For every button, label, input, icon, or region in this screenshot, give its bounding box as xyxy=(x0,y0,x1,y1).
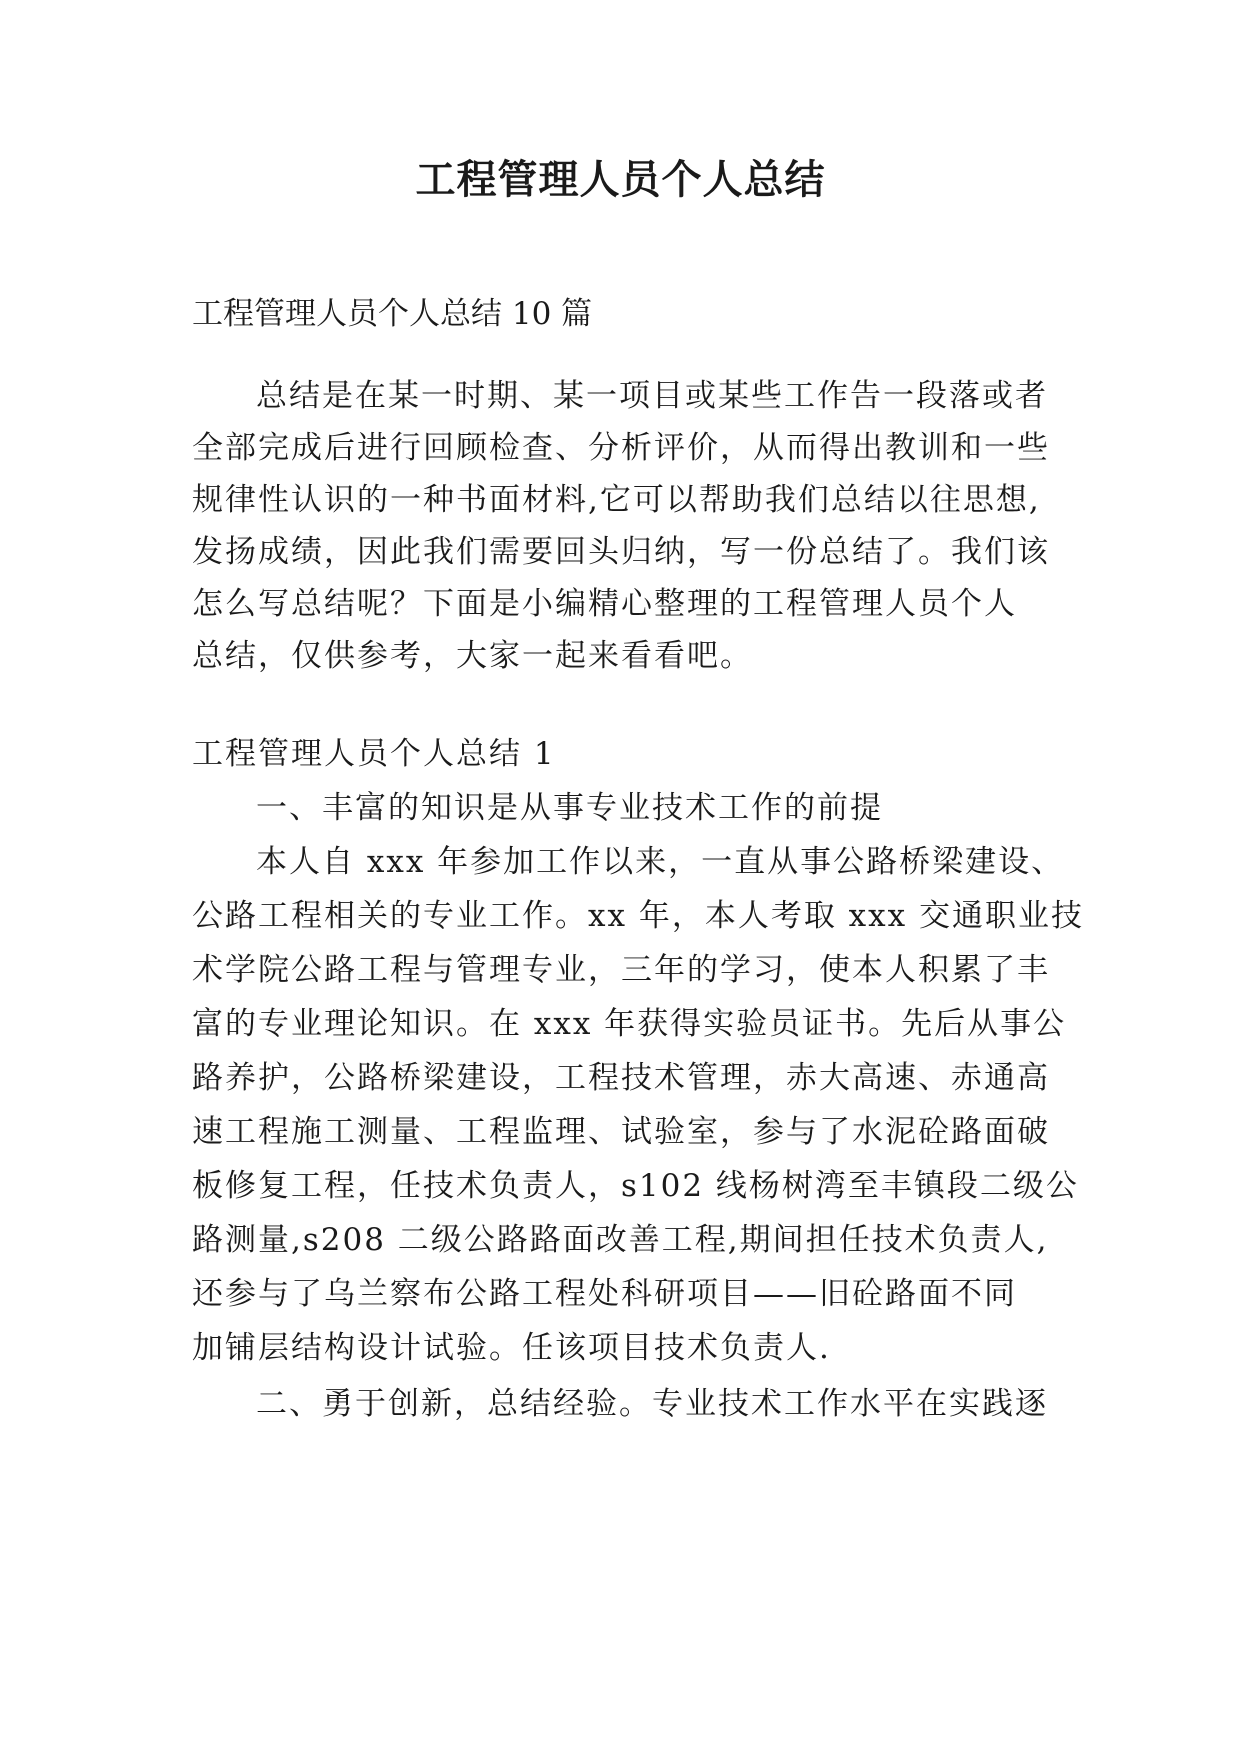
intro-line: 全部完成后进行回顾检查、分析评价，从而得出教训和一些 xyxy=(192,430,1050,466)
section-title: 工程管理人员个人总结 1 xyxy=(192,736,556,772)
body-line: 本人自 xxx 年参加工作以来，一直从事公路桥梁建设、 xyxy=(256,844,1065,880)
body-line: 路养护，公路桥梁建设，工程技术管理，赤大高速、赤通高 xyxy=(192,1060,1050,1096)
body-line: 速工程施工测量、工程监理、试验室，参与了水泥砼路面破 xyxy=(192,1114,1050,1150)
body-line: 加铺层结构设计试验。任该项目技术负责人. xyxy=(192,1330,831,1366)
body-line: 术学院公路工程与管理专业，三年的学习，使本人积累了丰 xyxy=(192,952,1050,988)
document-subtitle: 工程管理人员个人总结 10 篇 xyxy=(192,296,593,332)
intro-line: 总结是在某一时期、某一项目或某些工作告一段落或者 xyxy=(256,378,1048,414)
body-line: 公路工程相关的专业工作。xx 年，本人考取 xxx 交通职业技 xyxy=(192,898,1084,934)
body-line: 还参与了乌兰察布公路工程处科研项目——旧砼路面不同 xyxy=(192,1276,1017,1312)
section-heading: 二、勇于创新，总结经验。专业技术工作水平在实践逐 xyxy=(256,1386,1048,1422)
section-heading: 一、丰富的知识是从事专业技术工作的前提 xyxy=(256,790,883,826)
intro-line: 规律性认识的一种书面材料,它可以帮助我们总结以往思想, xyxy=(192,482,1041,518)
body-line: 富的专业理论知识。在 xxx 年获得实验员证书。先后从事公 xyxy=(192,1006,1067,1042)
intro-line: 怎么写总结呢？下面是小编精心整理的工程管理人员个人 xyxy=(192,586,1017,622)
body-line: 板修复工程，任技术负责人，s102 线杨树湾至丰镇段二级公 xyxy=(192,1168,1079,1204)
intro-line: 总结，仅供参考，大家一起来看看吧。 xyxy=(192,638,753,674)
document-title: 工程管理人员个人总结 xyxy=(415,156,826,203)
body-line: 路测量,s208 二级公路路面改善工程,期间担任技术负责人, xyxy=(192,1222,1049,1258)
intro-line: 发扬成绩，因此我们需要回头归纳，写一份总结了。我们该 xyxy=(192,534,1050,570)
